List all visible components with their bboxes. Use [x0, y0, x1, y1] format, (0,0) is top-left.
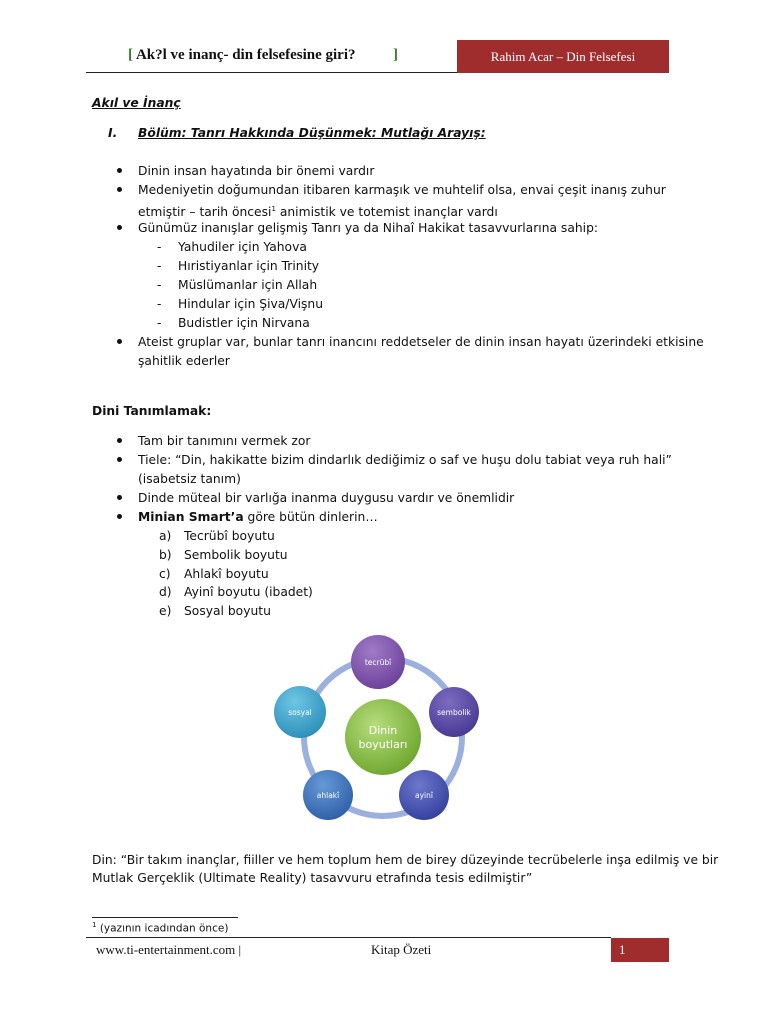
diagram-node-sosyal [274, 686, 326, 738]
list-item: Minian Smart’a göre bütün dinlerin… [138, 510, 378, 524]
list-letter: c) [159, 567, 171, 581]
svg-text:tecrübî: tecrübî [364, 658, 392, 667]
bullet-icon [117, 438, 122, 443]
dash-marker: - [157, 297, 162, 311]
list-letter: e) [159, 604, 172, 618]
footer-rule [86, 937, 611, 938]
diagram-node-ayini [399, 770, 449, 820]
lettered-item: Ayinî boyutu (ibadet) [184, 585, 313, 599]
svg-text:sosyal: sosyal [288, 708, 312, 717]
title-bracket-close: ] [393, 47, 399, 63]
definition-line: Mutlak Gerçeklik (Ultimate Reality) tasavvuru etrafında tesis edilmiştir” [92, 871, 533, 885]
title-text: Ak?l ve inanç- din felsefesine giri? [135, 47, 356, 63]
footnote-ref: 1 [271, 205, 276, 213]
dash-marker: - [157, 316, 162, 330]
center-label-2: boyutları [358, 738, 408, 751]
page-heading: Akıl ve İnanç [92, 96, 181, 110]
smart-name: Minian Smart’a [138, 510, 244, 524]
dash-item: Yahudiler için Yahova [178, 240, 307, 254]
section-number: I. [108, 126, 118, 140]
dash-marker: - [157, 259, 162, 273]
author-box: Rahim Acar – Din Felsefesi [457, 40, 669, 73]
svg-text:ahlakî: ahlakî [316, 791, 340, 800]
dash-item: Budistler için Nirvana [178, 316, 310, 330]
footnote-rule [92, 917, 238, 918]
list-item-continued: etmiştir – tarih öncesi$^1$ animistik ve totemist inançlar vardı [138, 205, 498, 220]
footnote-mark: 1 [92, 921, 97, 929]
bullet-icon [117, 187, 122, 192]
list-letter: b) [159, 548, 172, 562]
diagram-node-sembolik [429, 687, 479, 737]
bullet-icon [117, 495, 122, 500]
section-title: Bölüm: Tanrı Hakkında Düşünmek: Mutlağı Arayış: [138, 126, 486, 140]
list-item: Dinin insan hayatında bir önemi vardır [138, 164, 375, 178]
document-title [128, 47, 398, 64]
bullet-icon [117, 339, 122, 344]
bullet-icon [117, 457, 122, 462]
list-letter: d) [159, 585, 172, 599]
religion-dimensions-diagram [262, 630, 502, 830]
footer-website: www.ti-entertainment.com | [96, 942, 242, 957]
lettered-item: Sosyal boyutu [184, 604, 271, 618]
list-item: Dinde müteal bir varlığa inanma duygusu vardır ve önemlidir [138, 491, 515, 505]
svg-text:ayinî: ayinî [415, 791, 433, 800]
header-rule [86, 72, 457, 73]
lettered-item: Ahlakî boyutu [184, 567, 269, 581]
diagram-node-ahlaki [303, 770, 353, 820]
page-number: 1 [611, 938, 669, 962]
lettered-item: Tecrübî boyutu [184, 529, 275, 543]
bullet-icon [117, 168, 122, 173]
dash-item: Hıristiyanlar için Trinity [178, 259, 320, 273]
dash-marker: - [157, 240, 162, 254]
list-item-continued: şahitlik ederler [138, 354, 230, 368]
bullet-icon [117, 514, 122, 519]
dash-item: Hindular için Şiva/Vişnu [178, 297, 323, 311]
list-item: Tiele: “Din, hakikatte bizim dindarlık dediğimiz o saf ve huşu dolu tabiat veya ruh hali” [138, 453, 672, 467]
footnote [92, 921, 228, 935]
svg-text:sembolik: sembolik [437, 708, 471, 717]
footnote-text: (yazının icadından önce) [99, 922, 229, 935]
list-letter: a) [159, 529, 172, 543]
list-item: Tam bir tanımını vermek zor [138, 434, 311, 448]
bullet-icon [117, 225, 122, 230]
diagram-center-node [345, 699, 421, 775]
diagram-node-tecrubi [351, 635, 405, 689]
list-item-continued: (isabetsiz tanım) [138, 472, 241, 486]
list-item: Medeniyetin doğumundan itibaren karmaşık ve muhtelif olsa, envai çeşit inanış zuhur [138, 183, 666, 197]
lettered-item: Sembolik boyutu [184, 548, 288, 562]
footer-center-label: Kitap Özeti [371, 942, 432, 957]
define-heading: Dini Tanımlamak: [92, 404, 212, 418]
definition-line: Din: “Bir takım inançlar, fiiller ve hem toplum hem de birey düzeyinde tecrübelerle inşa edilmiş ve bir [92, 853, 719, 867]
dash-item: Müslümanlar için Allah [178, 278, 318, 292]
dash-marker: - [157, 278, 162, 292]
center-label-1: Dinin [368, 724, 398, 737]
list-item: Ateist gruplar var, bunlar tanrı inancını reddetseler de dinin insan hayatı üzerindeki etkisine [138, 335, 704, 349]
title-bracket-open: [ [128, 47, 133, 63]
list-item: Günümüz inanışlar gelişmiş Tanrı ya da Nihaî Hakikat tasavvurlarına sahip: [138, 221, 599, 235]
